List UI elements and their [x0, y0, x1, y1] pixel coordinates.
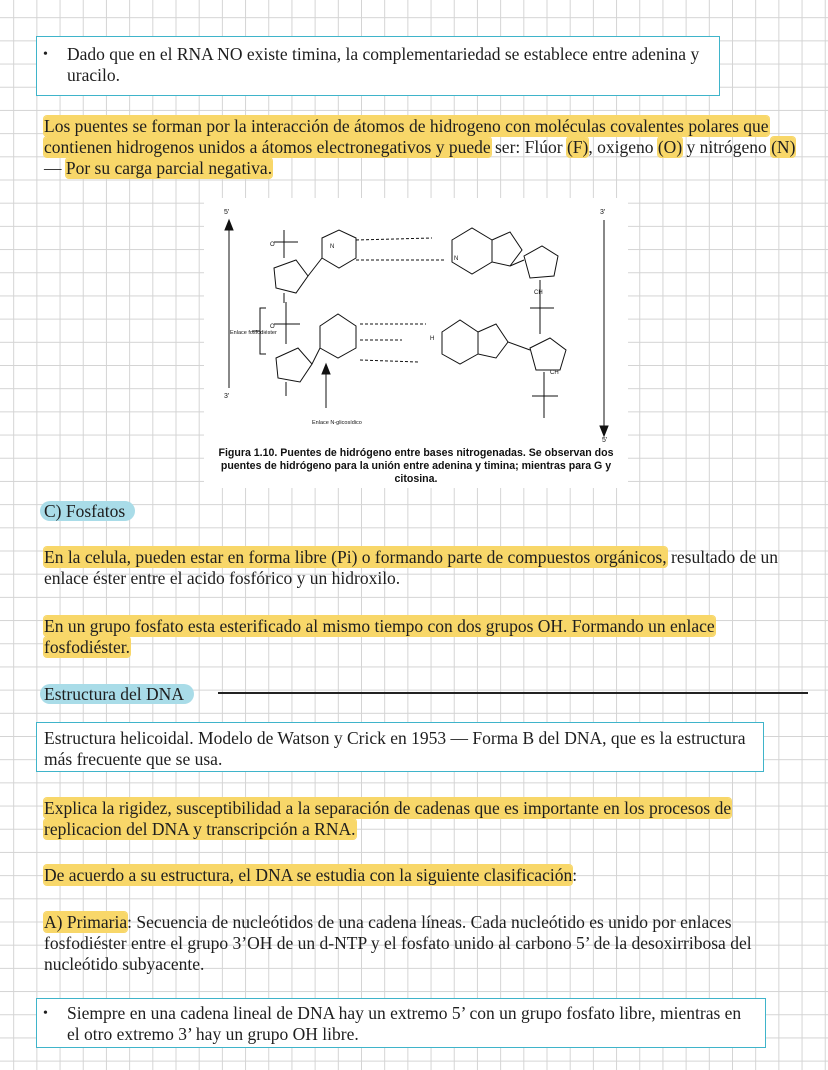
paragraph-hydrogen-bonds	[44, 116, 814, 179]
bullet-icon: •	[43, 47, 48, 62]
heading-fosfatos	[44, 501, 135, 522]
heading-estructura-dna-label: Estructura del DNA	[40, 684, 194, 704]
paragraph-primaria	[44, 912, 774, 975]
dna-structure-diagram	[204, 198, 628, 448]
highlight-oxygen: (O)	[657, 137, 683, 157]
figure-caption-text: Puentes de hidrógeno entre bases nitrogenadas. Se observan dos puentes de hidrógeno para la unión entre adenina y timina; mientras para G y citosina.	[220, 447, 614, 485]
figure-caption	[214, 447, 618, 486]
note-rna-text: Dado que en el RNA NO existe timina, la complementariedad se establece entre adenina y uracilo.	[67, 44, 700, 85]
highlight-hbonds-intro: Los puentes se forman por la interacción de átomos de hidrogeno con moléculas covalentes polares que contienen hidrogenos unidos a átomos electronegativos y puede	[44, 116, 769, 157]
highlight-negative-charge: Por su carga parcial negativa.	[65, 158, 273, 178]
label-3-bottom-left: 3'	[224, 393, 230, 400]
atom-label: CH	[534, 290, 543, 296]
highlight-fosfatos-2: En un grupo fosfato esta esterificado al mismo tiempo con dos grupos OH. Formando un enlace fosfodiéster.	[44, 616, 715, 657]
highlight-rigidez: Explica la rigidez, susceptibilidad a la separación de cadenas que es importante en los procesos de replicacion del DNA y transcripción a RNA.	[44, 798, 732, 839]
highlight-fluor: (F)	[566, 137, 589, 157]
highlight-fosfatos-1: En la celula, pueden estar en forma libre (Pi) o formando parte de compuestos orgánicos,	[44, 547, 667, 567]
note-box-dna-structure	[36, 722, 764, 772]
paragraph-rigidez	[44, 798, 774, 840]
atom-label: N	[454, 256, 459, 262]
atom-label: O	[270, 324, 275, 330]
note-box-rna	[36, 36, 720, 96]
heading-underline	[218, 692, 808, 694]
heading-fosfatos-label: C) Fosfatos	[40, 501, 135, 521]
label-5-top-left: 5'	[224, 209, 230, 216]
highlight-nitrogen: (N)	[771, 137, 796, 157]
text-nitrogeno: y nitrógeno	[682, 137, 772, 157]
note-box-dna-ends	[36, 998, 766, 1048]
text-oxigeno: , oxigeno	[588, 137, 658, 157]
text-dash: —	[44, 158, 66, 178]
highlight-primaria-label: A) Primaria	[44, 912, 128, 932]
dna-structure-text: Estructura helicoidal. Modelo de Watson y Crick en 1953 — Forma B del DNA, que es la estructura más frecuente que se usa.	[44, 728, 746, 769]
text-fosfatos-1-rest: resultado de un enlace éster entre el acido fosfórico y un hidroxilo.	[44, 547, 778, 588]
figure-hydrogen-bonds	[204, 198, 628, 488]
heading-estructura-dna	[44, 684, 194, 705]
label-enlace-n-glicosidico: Enlace N-glicosídico	[312, 420, 362, 426]
label-3-top-right: 3'	[600, 209, 606, 216]
paragraph-fosfatos-1	[44, 547, 814, 589]
atom-label: N	[330, 244, 335, 250]
atom-label: CH	[550, 370, 559, 376]
atom-label: H	[430, 336, 435, 342]
text-hbonds-ser: ser: Flúor	[490, 137, 567, 157]
paragraph-fosfatos-2	[44, 616, 774, 658]
atom-label: O	[270, 242, 275, 248]
note-dna-ends-text: Siempre en una cadena lineal de DNA hay un extremo 5’ con un grupo fosfato libre, mientras en el otro extremo 3’ hay un grupo OH libre.	[67, 1003, 742, 1044]
paragraph-clasificacion	[44, 865, 814, 886]
text-primaria: : Secuencia de nucleótidos de una cadena líneas. Cada nucleótido es unido por enlaces fosfodiéster entre el grupo 3’OH de un d-NTP y el fosfato unido al carbono 5’ de la desoxirribosa del nucleótido subyacente.	[44, 912, 752, 974]
highlight-clasificacion: De acuerdo a su estructura, el DNA se estudia con la siguiente clasificación	[44, 865, 573, 885]
figure-number: Figura 1.10.	[218, 447, 278, 459]
text-colon: :	[572, 865, 578, 885]
label-5-bottom-right: 5'	[602, 437, 608, 444]
bullet-icon: •	[43, 1006, 48, 1021]
label-enlace-fosfodiester: Enlace fosfodiéster	[230, 330, 277, 336]
